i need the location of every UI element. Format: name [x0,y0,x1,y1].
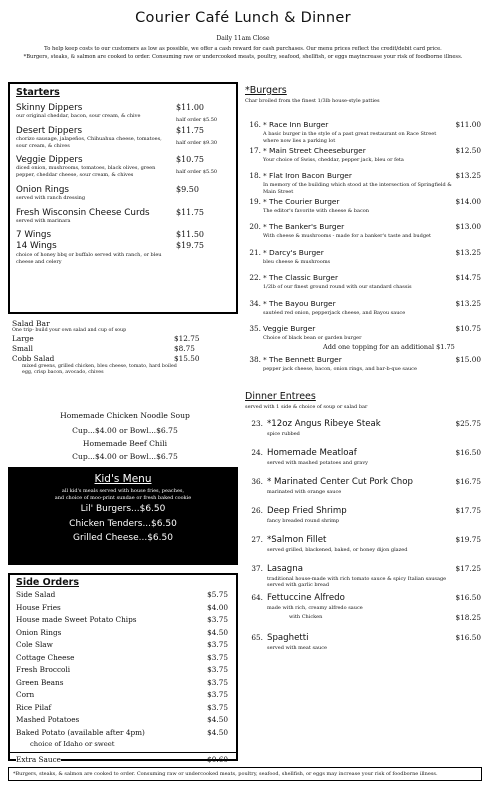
cobb-label: Cobb Salad [12,354,55,364]
side-item [16,603,230,616]
kids-heading: Kid's Menu [94,473,152,485]
burger-price: $13.25 [455,247,481,257]
entree-desc: marinated with orange sauce [267,488,342,495]
starter-desc: chorizo sausage, jalapeños, Chihuahua cheese, tomatoes, sour cream, & chives [16,135,162,149]
starter-desc: our original cheddar, bacon, sour cream, & chive [16,113,141,119]
burger-price: $11.00 [455,120,481,129]
side-price: $3.75 [207,615,228,624]
starter-desc: served with marinara [16,217,71,224]
entree-price: $17.25 [455,563,481,573]
entree-name: *Salmon Fillet [267,534,327,545]
burger-name: * Darcy's Burger [263,247,324,257]
chicken-price: $18.25 [455,613,481,623]
starter-desc: diced onion, mushrooms, tomatoes, black olives, green pepper, cheddar cheese, sour cream, & chives [16,165,156,178]
entree-desc: traditional house-made with rich tomato sauce & spicy Italian sausage served with garlic bread [267,575,447,589]
item-number: 18. [249,171,261,180]
entree-item [245,564,481,593]
item-number: 38. [249,355,261,364]
side-label: Side Salad [16,590,56,599]
side-price: $4.00 [207,602,228,612]
entree-name: Lasagna [267,563,303,574]
side-label: Extra Sauce [16,754,61,764]
side-price: $3.75 [207,665,228,674]
side-orders-section [8,573,238,764]
burger-name: * The Banker's Burger [263,222,345,231]
side-price: $4.50 [207,727,228,737]
burger-desc: Your choice of Swiss, cheddar, pepper jack, bleu or feta [263,156,404,163]
side-label: House Fries [16,602,61,612]
entree-name: * Marinated Center Cut Pork Chop [267,476,413,487]
burger-price: $14.75 [455,273,481,282]
item-number: 17. [249,145,261,155]
entree-name: *12oz Angus Ribeye Steak [267,418,381,429]
starter-item [16,103,230,123]
side-price: $3.75 [207,702,228,712]
starter-half-price: half order $5.50 [176,169,218,176]
extra-sauce [16,755,230,768]
topping-addon: Add one topping for an additional $1.75 [323,342,455,351]
burger-name: * The Bennett Burger [263,355,342,364]
entree-item [245,419,481,448]
chili-line: Homemade Beef Chili [82,439,168,448]
starter-price: $11.00 [176,103,204,112]
burgers-heading: *Burgers [245,85,287,96]
salad-bar-section [12,319,238,377]
burger-desc: pepper jack cheese, bacon, onion rings, and bar-b-que sauce [263,366,417,372]
burger-name: * Flat Iron Bacon Burger [263,171,352,180]
wings-item [16,230,230,241]
starter-price: $11.75 [176,207,204,217]
burger-price: $15.00 [455,355,481,364]
burger-price: $13.25 [455,298,481,308]
starter-item [16,208,230,225]
item-number: 65. [251,632,263,642]
side-item [16,728,230,741]
item-number: 35. [249,324,261,333]
starter-half-price: half order $9.30 [176,139,218,146]
entree-name: Deep Fried Shrimp [267,505,347,516]
side-label: Corn [16,690,35,699]
sides-divider [10,752,236,753]
burger-name: * The Bayou Burger [263,298,336,308]
starters-section [8,82,238,314]
kids-desc [8,488,238,502]
kids-menu-section [8,467,238,565]
burger-name: * The Classic Burger [263,273,338,282]
entree-desc: served with meat sauce [267,644,327,651]
entree-desc: spice rubbed [267,430,300,437]
item-number: 16. [249,120,261,129]
burger-name: * The Courier Burger [263,196,340,206]
burger-item [245,299,481,325]
starter-price: $10.75 [176,155,204,165]
salad-heading: Salad Bar [12,319,50,328]
side-price: $5.75 [207,590,228,599]
burger-item [245,248,481,274]
side-label: House made Sweet Potato Chips [16,615,137,624]
item-number: 20. [249,222,261,231]
salad-small-label: Small [12,344,33,354]
side-label: Cole Slaw [16,640,53,649]
entree-item [245,506,481,535]
burger-price: $14.00 [455,196,481,206]
side-price: $3.75 [207,640,228,649]
page-title: Courier Café Lunch & Dinner [135,10,351,26]
item-number: 24. [251,447,263,457]
burger-price: $12.50 [455,145,481,155]
soup-line: Homemade Chicken Noodle Soup [60,411,190,420]
wings-price: $19.75 [176,241,204,251]
side-label: Baked Potato (available after 4pm) [16,727,145,737]
burger-item [245,273,481,299]
starter-item [16,126,230,150]
item-number: 22. [249,273,261,282]
kids-item: Lil' Burgers...$6.50 [80,504,166,514]
burger-price: $13.25 [455,171,481,180]
burger-name: Veggie Burger [263,324,316,333]
soup-line: Cup...$4.00 or Bowl...$6.75 [72,426,178,435]
side-price: $3.75 [207,652,228,662]
entree-price: $16.50 [455,447,481,457]
entree-desc: made with rich, creamy alfredo sauce [267,604,363,611]
side-item [16,628,230,641]
kids-desc-line: and choice of moo-print sundae or fresh baked cookie [54,495,192,501]
wings-price: $11.50 [176,230,204,240]
starter-name: Skinny Dippers [16,103,83,113]
starter-name: Desert Dippers [16,125,83,136]
side-item [16,715,230,728]
item-number: 37. [251,563,263,573]
burger-price: $13.00 [455,222,481,231]
item-number: 21. [249,247,261,257]
burger-price: $10.75 [455,324,481,333]
burger-desc: A basic burger in the style of a past great restaurant on Race Street where now lies a parking lot [263,131,437,144]
wings-desc: choice of honey bbq or buffalo served with ranch, or bleu cheese and celery [16,252,162,265]
salad-large-label: Large [12,334,34,344]
burger-desc: The editor's favorite with cheese & bacon [263,207,370,214]
side-price: $3.75 [207,690,228,699]
side-price: $3.75 [207,677,228,687]
salad-large [12,334,238,344]
side-item [16,615,230,628]
soup-section [12,408,238,464]
starter-item [16,155,230,179]
entree-item [245,535,481,564]
entree-name: Spaghetti [267,632,309,643]
entrees-subheading: served with 1 side & choice of soup or salad bar [245,403,368,410]
entree-price: $19.75 [455,534,481,544]
side-label: Onion Rings [16,627,62,637]
entree-desc: served with mashed potatoes and gravy [267,459,368,466]
burger-item [245,197,481,223]
entree-name: Fettuccine Alfredo [267,592,345,603]
salad-small-price: $8.75 [174,344,195,354]
side-label: Cottage Cheese [16,652,75,662]
entree-name: Homemade Meatloaf [267,447,357,458]
kids-item: Grilled Cheese...$6.50 [73,533,173,543]
item-number: 27. [251,534,263,544]
side-item [16,703,230,716]
menu-header [0,10,486,61]
salad-large-price: $12.75 [174,334,200,344]
cobb-price: $15.50 [174,354,200,364]
burger-item [245,222,481,248]
hours-text: Daily 11am Close [216,35,270,42]
side-item [16,590,230,603]
burger-desc: sautéed red onion, pepperjack cheese, and Bayou sauce [263,309,406,316]
salad-desc: One trip- build your own salad and cup of soup [12,328,127,333]
entree-desc: fancy breaded round shrimp [267,517,340,524]
cobb-desc: mixed greens, grilled chicken, bleu cheese, tomato, hard boiled egg, crisp bacon, avocado, chives [22,364,177,376]
starter-name: Onion Rings [16,184,69,195]
footer-disclaimer: *Burgers, steaks, & salmon are cooked to order. Consuming raw or undercooked meats, poultry, seafood, shellfish, or eggs may increase your risk of foodborne illness. [8,767,482,781]
side-label: Mashed Potatoes [16,715,80,724]
side-item [16,640,230,653]
burger-name: * Race Inn Burger [263,120,329,129]
salad-small [12,344,238,354]
side-item [16,653,230,666]
side-label: Rice Pilaf [16,702,52,712]
burger-item [245,171,481,197]
entree-item [245,633,481,662]
item-number: 19. [249,196,261,206]
baked-potato-note: choice of Idaho or sweet [30,740,115,748]
cash-note: To help keep costs to our customers as low as possible, we offer a cash reward for cash purchases. Our menu prices reflect the credit/debit card price. [44,46,442,52]
entree-price: $16.75 [455,476,481,486]
burger-name: * Main Street Cheeseburger [263,145,366,155]
wings-name: 7 Wings [16,230,52,241]
entree-item [245,477,481,506]
starter-item [16,185,230,202]
cobb-salad [12,354,238,364]
entree-price: $17.75 [455,505,481,515]
burger-item [245,355,481,381]
kids-item: Chicken Tenders...$6.50 [69,518,177,529]
wings-name: 14 Wings [16,241,57,252]
starter-half-price: half order $5.50 [176,117,218,123]
sides-heading: Side Orders [16,577,79,588]
item-number: 23. [251,418,263,428]
item-number: 26. [251,505,263,515]
chili-line: Cup...$4.00 or Bowl...$6.75 [72,452,178,461]
entree-item [245,448,481,477]
entree-price: $16.50 [455,592,481,602]
chicken-option [267,613,481,623]
burger-item [245,146,481,172]
side-price: $4.50 [207,627,228,637]
entrees-heading: Dinner Entrees [245,390,316,402]
header-note [0,46,486,61]
starter-name: Fresh Wisconsin Cheese Curds [16,207,150,218]
burger-desc: bleu cheese & mushrooms [263,258,331,265]
starter-name: Veggie Dippers [16,155,83,166]
starter-desc: served with ranch dressing [16,194,86,201]
item-number: 36. [251,476,263,486]
burger-item [245,324,481,355]
side-price: $4.50 [207,715,228,724]
entree-price: $25.75 [455,418,481,428]
side-label: Fresh Broccoli [16,665,71,674]
wings-item [16,241,230,252]
side-label: Green Beans [16,677,64,687]
item-number: 34. [249,298,261,308]
side-item [16,690,230,703]
right-column [245,85,481,662]
entree-item [245,593,481,633]
burger-desc: In memory of the building which stood at the intersection of Springfield & Main Street [263,182,452,195]
burger-desc: With cheese & mushrooms - made for a banker's taste and budget [263,233,431,239]
item-number: 64. [251,592,263,602]
side-price: $0.60 [207,754,228,764]
cooked-note: *Burgers, steaks, & salmon are cooked to order. Consuming raw or undercooked meats, poultry, seafood, shellfish, or eggs mayincrease your risk of foodborne illness. [23,53,463,60]
entree-desc: served grilled, blackened, baked, or honey dijon glazed [267,546,408,553]
burger-desc: Choice of black bean or garden burger [263,335,362,341]
starters-heading: Starters [16,87,60,98]
burgers-subheading: Char broiled from the finest 1/3lb house-style patties [245,98,380,104]
entree-price: $16.50 [455,632,481,642]
burger-item [245,120,481,146]
burger-desc: 1/2lb of our finest ground round with our standard chassis [263,284,412,290]
chicken-label: with Chicken [289,614,323,621]
starter-price: $11.75 [176,125,204,135]
side-item [16,678,230,691]
side-item [16,665,230,678]
kids-desc-line: all kid's meals served with house fries, peaches, [61,488,185,494]
starter-price: $9.50 [176,184,199,194]
